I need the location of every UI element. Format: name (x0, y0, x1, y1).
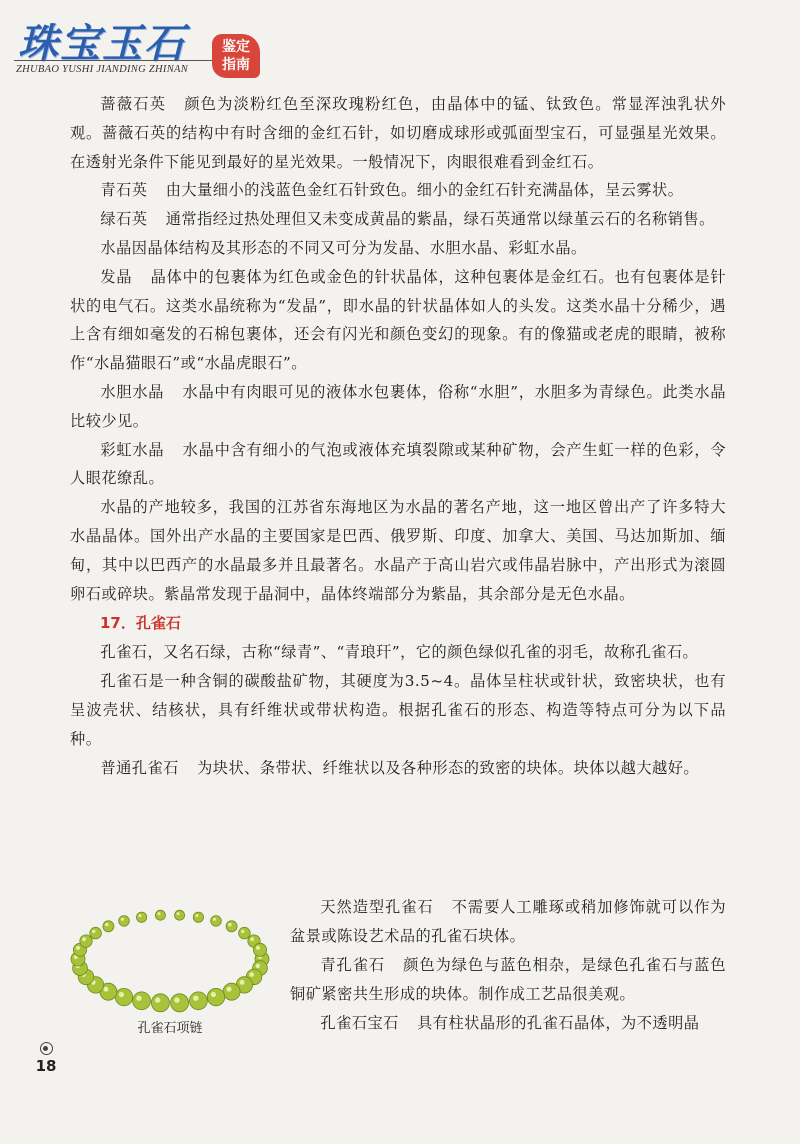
paragraph (290, 1009, 726, 1038)
paragraph-term: 绿石英 (100, 210, 148, 229)
necklace-bead (223, 983, 240, 1000)
page-number-text: 18 (35, 1057, 57, 1075)
header-divider (14, 60, 212, 61)
necklace-bead-highlight (177, 912, 180, 915)
paragraph (70, 638, 726, 667)
paragraph-text: 颜色为绿色与蓝色相杂，是绿色孔雀石与蓝色铜矿紧密共生形成的块体。制作成工艺品很美观。 (290, 956, 727, 1003)
paragraph-text: 水晶的产地较多，我国的江苏省东海地区为水晶的著名产地，这一地区曾出产了许多特大水晶晶体。国外出产水晶的主要国家是巴西、俄罗斯、印度、加拿大、美国、马达加斯加、缅甸，其中以巴西产的水晶最多并且最著名。水晶产于高山岩穴或伟晶岩脉中，产出形式为滚圆卵石或碎块。紫晶常发现于晶洞中，晶体终端部分为紫晶，其余部分是无色水晶。 (70, 498, 726, 603)
necklace-bead-highlight (139, 914, 142, 917)
necklace-bead (80, 935, 92, 947)
necklace-bead (190, 992, 208, 1010)
necklace-bead-highlight (211, 992, 216, 997)
necklace-bead (226, 921, 237, 932)
necklace-bead (133, 992, 151, 1010)
necklace-bead (239, 927, 251, 939)
header-subtitle: ZHUBAO YUSHI JIANDING ZHINAN (16, 64, 189, 75)
paragraph-term: 普通孔雀石 (100, 758, 179, 777)
necklace-bead (253, 943, 266, 956)
necklace-bead-highlight (92, 930, 95, 933)
paragraph-text: 孔雀石是一种含铜的碳酸盐矿物，其硬度为3.5~4。晶体呈柱状或针状，致密块状，也有呈波壳状、结核状，具有纤维状或带状构造。根据孔雀石的形态、构造等特点可分为以下品种。 (70, 672, 726, 748)
paragraph-text: 不需要人工雕琢或稍加修饰就可以作为盆景或陈设艺术品的孔雀石块体。 (290, 898, 727, 945)
header-badge (212, 34, 260, 78)
necklace-bead-highlight (227, 987, 232, 992)
section-title: 17．孔雀石 (100, 614, 181, 633)
necklace-bead (207, 988, 224, 1005)
header-logo-title: 珠宝玉石 (18, 20, 186, 67)
paragraph (290, 893, 726, 951)
necklace-bead (211, 916, 222, 927)
paragraph-text: 由大量细小的浅蓝色金红石针致色。细小的金红石针充满晶体，呈云雾状。 (165, 181, 684, 200)
necklace-bead (175, 910, 185, 920)
badge-line-2: 指南 (222, 57, 250, 73)
paragraph-text: 水晶中有肉眼可见的液体水包裹体，俗称“水胆”，水胆多为青绿色。此类水晶比较少见。 (70, 382, 727, 430)
necklace-bead-highlight (157, 912, 160, 915)
paragraph (70, 263, 726, 378)
paragraph-term: 蔷薇石英 (100, 95, 167, 113)
paragraph (70, 90, 726, 176)
paragraph-text: 水晶因晶体结构及其形态的不同又可分为发晶、水胆水晶、彩虹水晶。 (100, 238, 587, 257)
necklace-bead (151, 994, 169, 1012)
necklace-bead-highlight (136, 996, 141, 1001)
necklace-bead-highlight (174, 997, 179, 1002)
paragraph-term: 水胆水晶 (100, 382, 165, 401)
paragraph (70, 493, 726, 608)
page-number (34, 1042, 58, 1075)
necklace-bead (103, 921, 114, 932)
necklace-bead (90, 927, 102, 939)
paragraph (70, 176, 726, 205)
paragraph-text: 颜色为淡粉红色至深玫瑰粉红色，由晶体中的锰、钛致色。常显浑浊乳状外观。蔷薇石英的结构中有时含细的金红石针，如切磨成球形或弧面型宝石，可显强星光效果。在透射光条件下能见到最好的星光效果。一般情况下，肉眼很难看到金红石。 (70, 95, 727, 171)
paragraph (70, 234, 726, 263)
necklace-bead-highlight (256, 946, 260, 950)
necklace-bead-highlight (103, 987, 108, 992)
necklace-bead (155, 910, 165, 920)
necklace-photo (68, 905, 273, 1013)
paragraph-term: 青孔雀石 (320, 956, 386, 974)
paragraph-text: 水晶中含有细小的气泡或液体充填裂隙或某种矿物，会产生虹一样的色彩，令人眼花缭乱。 (70, 440, 727, 488)
necklace-bead (193, 912, 203, 922)
necklace-bead-highlight (195, 914, 198, 917)
paragraph-term: 青石英 (100, 181, 148, 200)
paragraph-term: 天然造型孔雀石 (320, 898, 434, 916)
necklace-bead (115, 988, 132, 1005)
paragraph-text: 通常指经过热处理但又未变成黄晶的紫晶，绿石英通常以绿堇云石的名称销售。 (165, 210, 715, 229)
paragraph-term: 发晶 (100, 267, 133, 286)
necklace-bead-highlight (121, 918, 124, 921)
necklace-bead-highlight (193, 996, 198, 1001)
paragraph (70, 378, 726, 436)
necklace-bead-highlight (76, 946, 80, 950)
necklace-bead (137, 912, 147, 922)
necklace-bead-highlight (228, 923, 231, 926)
paragraph (290, 951, 726, 1009)
necklace-bead-highlight (155, 997, 160, 1002)
necklace-bead-highlight (240, 980, 245, 985)
necklace-bead-highlight (249, 972, 254, 977)
necklace-bead-highlight (119, 992, 124, 997)
page-marker-icon (40, 1042, 53, 1055)
necklace-bead-highlight (213, 918, 216, 921)
paragraph-text: 孔雀石，又名石绿，古称“绿青”、“青琅玕”，它的颜色绿似孔雀的羽毛，故称孔雀石。 (100, 643, 699, 662)
necklace-bead (171, 994, 189, 1012)
paragraph-text: 为块状、条带状、纤维状以及各种形态的致密的块体。块体以越大越好。 (197, 758, 700, 777)
figure-caption: 孔雀石项链 (137, 1021, 203, 1036)
paragraph (70, 754, 726, 783)
main-content (70, 90, 726, 782)
paragraph (70, 205, 726, 234)
paragraph-term: 彩虹水晶 (100, 440, 165, 459)
paragraph (70, 667, 726, 753)
paragraph (70, 436, 726, 494)
necklace-bead (119, 916, 130, 927)
page-header (0, 0, 800, 85)
necklace-bead-highlight (250, 937, 254, 941)
paragraph-text: 晶体中的包裹体为红色或金色的针状晶体，这种包裹体是金红石。也有包裹体是针状的电气石。这类水晶统称为“发晶”，即水晶的针状晶体如人的头发。这类水晶十分稀少，遇上含有细如毫发的石棉包裹体，还会有闪光和颜色变幻的现象。有的像猫或老虎的眼睛，被称作“水晶猫眼石”或“水晶虎眼石”。 (70, 267, 727, 373)
necklace-bead-highlight (256, 964, 260, 968)
necklace-bead-highlight (241, 930, 244, 933)
necklace-bead-highlight (105, 923, 108, 926)
float-text-block (290, 893, 726, 1038)
badge-line-1: 鉴定 (222, 39, 250, 55)
paragraph-text: 具有柱状晶形的孔雀石晶体，为不透明晶 (417, 1014, 700, 1032)
paragraph-term: 孔雀石宝石 (320, 1014, 399, 1032)
necklace-bead-highlight (82, 937, 86, 941)
